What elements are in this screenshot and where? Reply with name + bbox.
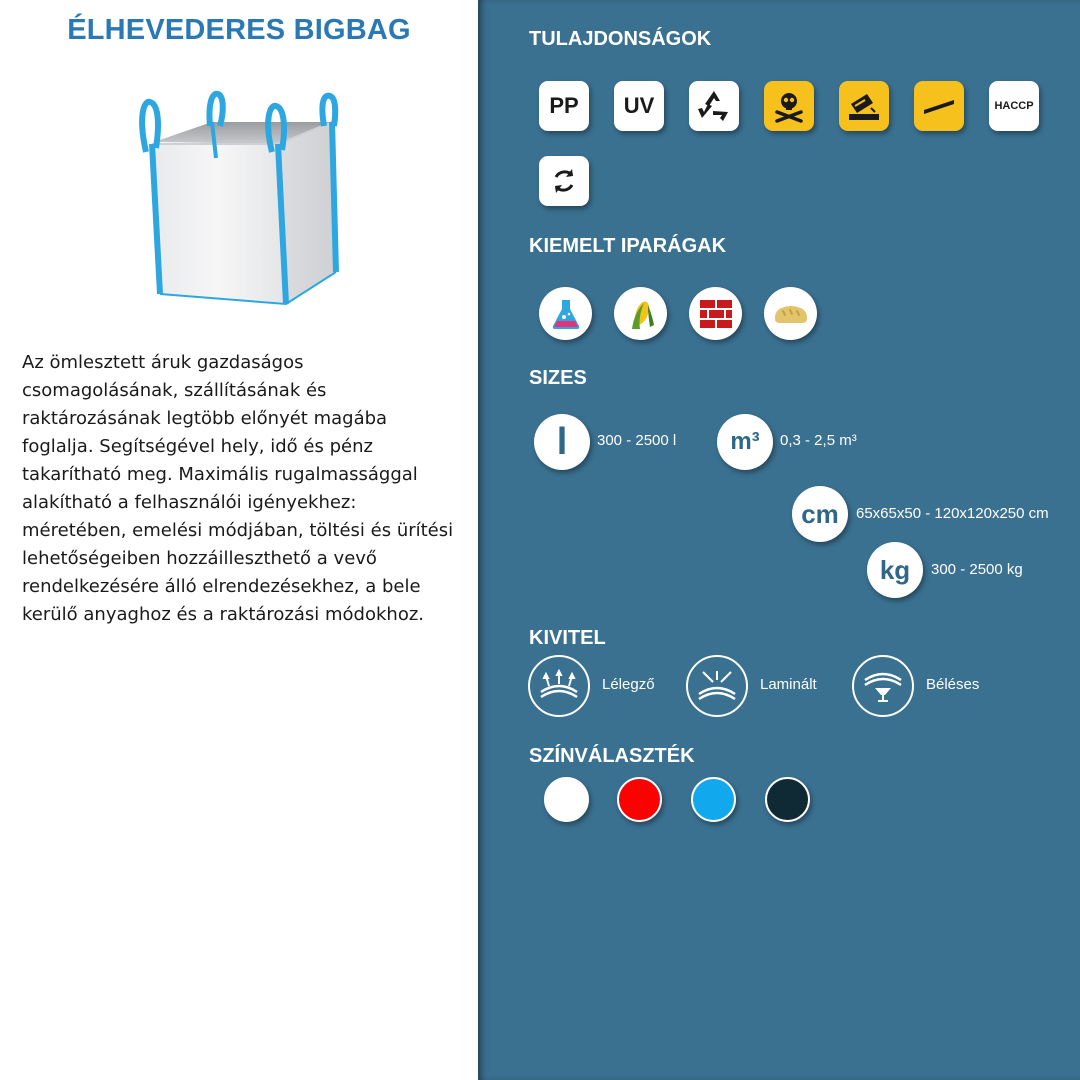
specs-panel	[478, 0, 1080, 1080]
kg-symbol: kg	[879, 554, 911, 585]
color-swatch-black	[765, 777, 810, 822]
finish-laminated	[686, 655, 748, 717]
recycle-tile	[689, 81, 739, 131]
size-liters-value: 300 - 2500 l	[597, 432, 677, 449]
finish-breathable	[528, 655, 590, 717]
sizes-heading: SIZES	[529, 367, 587, 389]
finish-heading: KIVITEL	[529, 627, 606, 649]
industry-bakery	[764, 287, 817, 340]
size-volume-cubic	[717, 414, 773, 470]
recycle-icon	[696, 88, 732, 124]
chemistry-flask-icon	[549, 297, 583, 331]
haccp-text-icon: HACCP	[994, 100, 1034, 112]
brick-wall-icon	[699, 299, 733, 329]
color-swatch-white	[544, 777, 589, 822]
toxic-tile	[764, 81, 814, 131]
pp-text-icon: PP	[549, 93, 579, 118]
finish-laminated-label: Laminált	[760, 676, 817, 693]
size-dimensions-value: 65x65x50 - 120x120x250 cm	[856, 505, 1049, 522]
tilted-container-icon	[845, 88, 883, 124]
size-weight-value: 300 - 2500 kg	[931, 561, 1023, 578]
ramp-tile	[914, 81, 964, 131]
corn-icon	[624, 297, 658, 331]
breathable-fabric-icon	[537, 668, 581, 704]
industry-agriculture	[614, 287, 667, 340]
reuse-tile	[539, 156, 589, 206]
corrosive-tile	[839, 81, 889, 131]
cubic-meter-symbol: m³	[730, 428, 760, 455]
product-info	[0, 0, 478, 1080]
finish-lined	[852, 655, 914, 717]
reuse-arrows-icon	[548, 165, 580, 197]
colors-heading: SZÍNVÁLASZTÉK	[529, 745, 695, 767]
skull-crossbones-icon	[771, 88, 807, 124]
haccp-tile	[989, 81, 1039, 131]
uv-text-icon: UV	[623, 93, 655, 118]
industries-heading: KIEMELT IPARÁGAK	[529, 235, 727, 257]
product-description: Az ömlesztett áruk gazdaságos csomagolásának, szállításának és raktározásának legtöbb előnyét magába foglalja. Segítségével hely, idő és pénz takarítható meg. Maximális rugalmassággal alakítható a felhasználói igényekhez: méretében, emelési módjában, töltési és ürítési lehetőségeiben hozzáilleszthető a vevő rendelkezésére álló elrendezésekhez, a bele kerülő anyaghoz és a raktározási módokhoz.	[22, 352, 454, 625]
size-volume-liters	[534, 414, 590, 470]
uv-tile	[614, 81, 664, 131]
laminated-fabric-icon	[695, 668, 739, 704]
industry-construction	[689, 287, 742, 340]
size-weight	[867, 542, 923, 598]
size-dimensions	[792, 486, 848, 542]
liner-icon	[861, 668, 905, 704]
industry-chemistry	[539, 287, 592, 340]
color-swatch-blue	[691, 777, 736, 822]
liter-symbol: l	[556, 421, 568, 463]
finish-breathable-label: Lélegző	[602, 676, 655, 693]
pp-tile	[539, 81, 589, 131]
properties-heading: TULAJDONSÁGOK	[529, 28, 712, 50]
bigbag-image	[120, 86, 360, 318]
color-swatch-red	[617, 777, 662, 822]
bread-icon	[772, 301, 810, 327]
cm-symbol: cm	[801, 498, 839, 529]
product-title: ÉLHEVEDERES BIGBAG	[67, 14, 411, 46]
size-cubic-value: 0,3 - 2,5 m³	[780, 432, 857, 449]
finish-lined-label: Béléses	[926, 676, 980, 693]
ramp-icon	[920, 88, 958, 124]
